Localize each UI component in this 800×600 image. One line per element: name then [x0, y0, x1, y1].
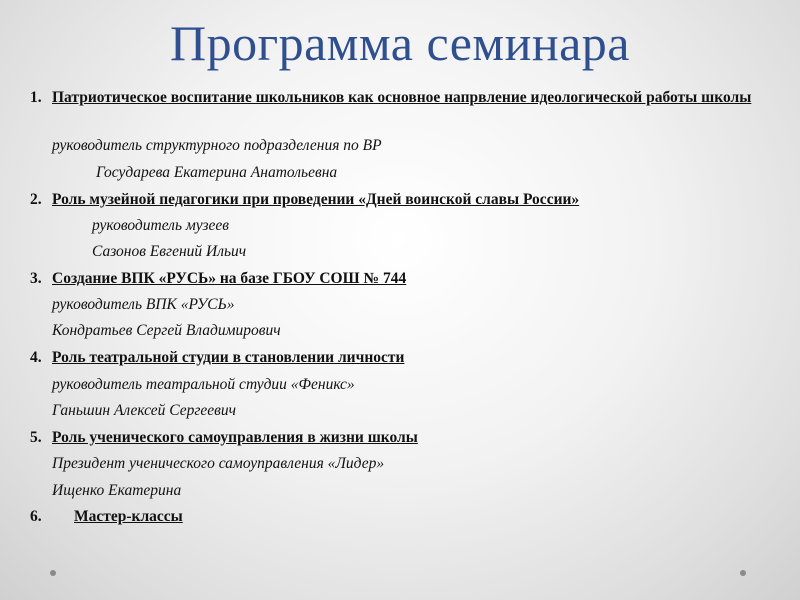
agenda-item-person: Сазонов Евгений Ильич — [92, 243, 247, 260]
slide-title: Программа семинара — [170, 15, 630, 71]
agenda-item-role: руководитель структурного подразделения по ВР — [52, 137, 382, 154]
agenda-item-number: 1. — [30, 89, 42, 106]
agenda-item-topic: Создание ВПК «РУСЬ» на базе ГБОУ СОШ № 744 — [52, 270, 407, 287]
corner-dot-right — [740, 570, 746, 576]
agenda-item-person: Кондратьев Сергей Владимирович — [52, 322, 281, 339]
agenda-item-role: руководитель музеев — [92, 217, 229, 234]
corner-dot-left — [50, 570, 56, 576]
agenda-item-person: Государева Екатерина Анатольевна — [96, 164, 338, 181]
agenda-item-topic: Мастер-классы — [74, 508, 183, 525]
agenda-item-role: руководитель театральной студии «Феникс» — [52, 376, 355, 393]
agenda-item-person: Ищенко Екатерина — [52, 482, 182, 499]
agenda-item-role: руководитель ВПК «РУСЬ» — [52, 296, 235, 313]
agenda-item-number: 4. — [30, 349, 42, 366]
agenda-item-topic: Роль музейной педагогики при проведении «Дней воинской славы России» — [52, 191, 580, 208]
agenda-item-number: 2. — [30, 191, 42, 208]
agenda-item-topic: Патриотическое воспитание школьников как основное напрвление идеологической работы школы — [52, 89, 752, 106]
agenda-item-person: Ганьшин Алексей Сергеевич — [52, 402, 237, 419]
agenda-item-number: 3. — [30, 270, 42, 287]
agenda-item-topic: Роль ученического самоуправления в жизни школы — [52, 429, 418, 446]
agenda-item-number: 5. — [30, 429, 42, 446]
agenda-item-number: 6. — [30, 508, 42, 525]
agenda-item-topic: Роль театральной студии в становлении личности — [52, 349, 405, 366]
agenda-item-role: Президент ученического самоуправления «Лидер» — [52, 455, 385, 472]
